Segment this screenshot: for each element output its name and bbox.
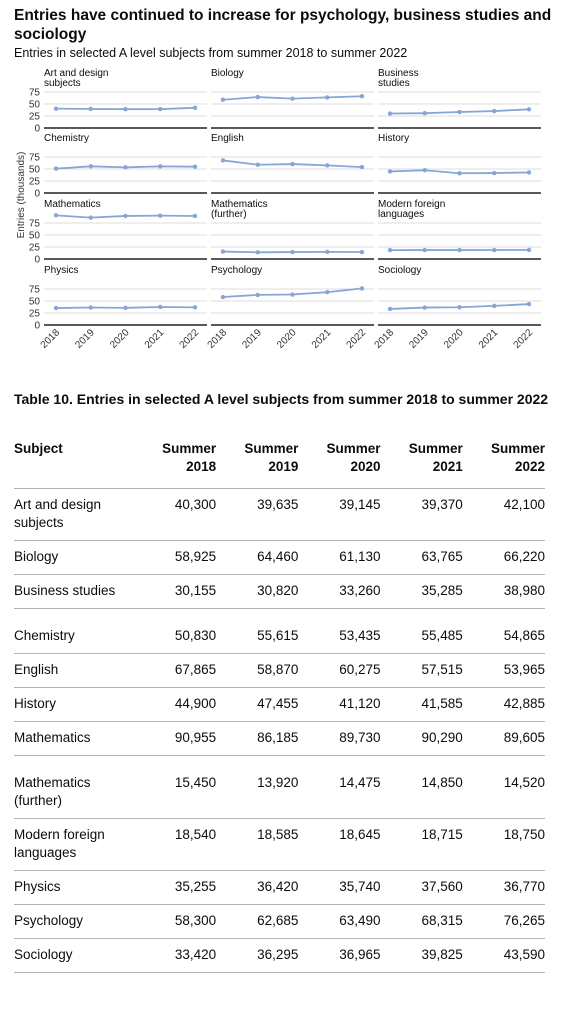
y-tick-label: 25	[28, 308, 40, 320]
data-point	[457, 171, 461, 175]
entries-cell: 14,520	[463, 756, 545, 819]
x-tick-label: 2020	[108, 327, 132, 351]
data-point	[158, 213, 162, 217]
data-point	[388, 111, 392, 115]
column-header-year: Summer 2020	[298, 428, 380, 489]
entries-cell: 58,300	[134, 905, 216, 939]
entries-cell: 90,955	[134, 722, 216, 756]
panel-label: Art and design	[44, 68, 109, 79]
entries-cell: 67,865	[134, 654, 216, 688]
entries-cell: 39,635	[216, 489, 298, 541]
entries-cell: 36,295	[216, 939, 298, 973]
entries-cell: 63,765	[381, 541, 463, 575]
entries-cell: 36,770	[463, 871, 545, 905]
table-row	[14, 654, 545, 688]
data-point	[221, 98, 225, 102]
table-row	[14, 575, 545, 609]
data-point	[123, 165, 127, 169]
panel-label: languages	[378, 209, 425, 220]
data-point	[527, 302, 531, 306]
data-point	[423, 248, 427, 252]
entries-cell: 53,435	[298, 609, 380, 654]
entries-cell: 44,900	[134, 688, 216, 722]
entries-cell: 14,475	[298, 756, 380, 819]
entries-cell: 15,450	[134, 756, 216, 819]
entries-cell: 38,980	[463, 575, 545, 609]
data-point	[325, 290, 329, 294]
data-point	[89, 164, 93, 168]
entries-cell: 30,820	[216, 575, 298, 609]
entries-cell: 50,830	[134, 609, 216, 654]
entries-cell: 42,885	[463, 688, 545, 722]
y-tick-label: 25	[28, 176, 40, 188]
entries-cell: 18,750	[463, 819, 545, 871]
entries-cell: 64,460	[216, 541, 298, 575]
entries-cell: 42,100	[463, 489, 545, 541]
data-point	[492, 304, 496, 308]
data-point	[388, 307, 392, 311]
y-tick-label: 75	[28, 284, 40, 296]
data-point	[193, 214, 197, 218]
data-point	[423, 111, 427, 115]
y-tick-label: 25	[28, 242, 40, 254]
table-row	[14, 688, 545, 722]
panel-label: History	[378, 133, 410, 144]
panel-label: Physics	[44, 265, 79, 276]
entries-cell: 53,965	[463, 654, 545, 688]
column-header-year: Summer 2019	[216, 428, 298, 489]
panel-label: Sociology	[378, 265, 422, 276]
x-tick-label: 2022	[344, 327, 369, 351]
x-tick-label: 2022	[511, 327, 536, 351]
data-point	[221, 295, 225, 299]
data-point	[123, 107, 127, 111]
entries-cell: 36,420	[216, 871, 298, 905]
panel-label: studies	[378, 78, 410, 89]
entries-cell: 39,145	[298, 489, 380, 541]
subject-cell: Psychology	[14, 905, 134, 939]
column-header-year: Summer 2018	[134, 428, 216, 489]
panel-label: subjects	[44, 78, 81, 89]
entries-cell: 68,315	[381, 905, 463, 939]
entries-cell: 18,585	[216, 819, 298, 871]
column-header-year: Summer 2021	[381, 428, 463, 489]
x-tick-label: 2019	[240, 327, 264, 351]
table-row	[14, 609, 545, 654]
entries-cell: 37,560	[381, 871, 463, 905]
data-point	[325, 250, 329, 254]
y-tick-label: 50	[28, 230, 40, 242]
data-point	[123, 306, 127, 310]
data-point	[423, 168, 427, 172]
y-axis-title: Entries (thousands)	[16, 151, 27, 239]
subject-cell: Art and design subjects	[14, 489, 134, 541]
subject-cell: Modern foreign languages	[14, 819, 134, 871]
x-tick-label: 2021	[142, 327, 167, 351]
entries-cell: 36,965	[298, 939, 380, 973]
data-point	[527, 248, 531, 252]
entries-cell: 13,920	[216, 756, 298, 819]
entries-cell: 76,265	[463, 905, 545, 939]
entries-cell: 41,120	[298, 688, 380, 722]
data-point	[360, 94, 364, 98]
entries-cell: 86,185	[216, 722, 298, 756]
data-point	[221, 158, 225, 162]
x-tick-label: 2018	[205, 327, 230, 351]
entries-cell: 58,870	[216, 654, 298, 688]
data-point	[158, 305, 162, 309]
x-tick-label: 2021	[476, 327, 501, 351]
table-row	[14, 939, 545, 973]
data-point	[158, 164, 162, 168]
entries-cell: 33,420	[134, 939, 216, 973]
entries-cell: 14,850	[381, 756, 463, 819]
entries-cell: 47,455	[216, 688, 298, 722]
entries-cell: 66,220	[463, 541, 545, 575]
entries-cell: 89,730	[298, 722, 380, 756]
chart-title: Entries have continued to increase for psychology, business studies and sociology	[14, 7, 552, 43]
subject-cell: Mathematics	[14, 722, 134, 756]
panel-label: Mathematics	[211, 199, 268, 210]
data-point	[290, 250, 294, 254]
data-point	[193, 106, 197, 110]
subject-cell: Chemistry	[14, 609, 134, 654]
data-point	[360, 165, 364, 169]
data-point	[256, 250, 260, 254]
entries-cell: 89,605	[463, 722, 545, 756]
table-row	[14, 489, 545, 541]
subject-cell: English	[14, 654, 134, 688]
data-point	[256, 163, 260, 167]
table-row	[14, 722, 545, 756]
y-tick-label: 75	[28, 218, 40, 230]
data-point	[492, 171, 496, 175]
entries-cell: 41,585	[381, 688, 463, 722]
data-point	[54, 166, 58, 170]
subject-cell: Mathematics (further)	[14, 756, 134, 819]
entries-cell: 62,685	[216, 905, 298, 939]
data-point	[290, 162, 294, 166]
panel-label: (further)	[211, 209, 247, 220]
entries-cell: 58,925	[134, 541, 216, 575]
data-point	[360, 286, 364, 290]
small-multiples-chart	[0, 60, 572, 365]
column-header-subject: Subject	[14, 428, 134, 489]
panel-label: Business	[378, 68, 419, 79]
subject-cell: Biology	[14, 541, 134, 575]
data-point	[54, 106, 58, 110]
entries-cell: 35,255	[134, 871, 216, 905]
y-tick-label: 0	[34, 188, 40, 200]
y-tick-label: 75	[28, 87, 40, 99]
y-tick-label: 0	[34, 254, 40, 266]
subject-cell: Sociology	[14, 939, 134, 973]
x-tick-label: 2018	[372, 327, 397, 351]
entries-cell: 57,515	[381, 654, 463, 688]
data-point	[527, 170, 531, 174]
table-title: Table 10. Entries in selected A level subjects from summer 2018 to summer 2022	[14, 391, 549, 407]
subject-cell: History	[14, 688, 134, 722]
panel-label: Psychology	[211, 265, 263, 276]
data-point	[423, 305, 427, 309]
y-tick-label: 25	[28, 111, 40, 123]
data-point	[457, 248, 461, 252]
entries-cell: 39,825	[381, 939, 463, 973]
entries-cell: 43,590	[463, 939, 545, 973]
y-tick-label: 50	[28, 164, 40, 176]
y-tick-label: 0	[34, 320, 40, 332]
entries-cell: 30,155	[134, 575, 216, 609]
data-point	[89, 305, 93, 309]
panel-label: Modern foreign	[378, 199, 446, 210]
data-point	[193, 164, 197, 168]
data-point	[54, 306, 58, 310]
entries-table	[14, 428, 545, 973]
entries-cell: 33,260	[298, 575, 380, 609]
data-point	[388, 248, 392, 252]
data-point	[325, 163, 329, 167]
data-point	[221, 249, 225, 253]
entries-cell: 18,645	[298, 819, 380, 871]
entries-cell: 90,290	[381, 722, 463, 756]
y-tick-label: 50	[28, 296, 40, 308]
y-tick-label: 50	[28, 99, 40, 111]
y-tick-label: 75	[28, 152, 40, 164]
entries-cell: 55,485	[381, 609, 463, 654]
table-row	[14, 541, 545, 575]
entries-cell: 35,740	[298, 871, 380, 905]
x-tick-label: 2022	[177, 327, 202, 351]
panel-label: Biology	[211, 68, 244, 79]
x-tick-label: 2018	[38, 327, 63, 351]
entries-cell: 40,300	[134, 489, 216, 541]
x-tick-label: 2019	[73, 327, 97, 351]
table-row	[14, 905, 545, 939]
subject-cell: Physics	[14, 871, 134, 905]
entries-cell: 55,615	[216, 609, 298, 654]
entries-cell: 35,285	[381, 575, 463, 609]
y-tick-label: 0	[34, 123, 40, 135]
table-row	[14, 756, 545, 819]
entries-cell: 54,865	[463, 609, 545, 654]
data-point	[123, 214, 127, 218]
data-point	[457, 110, 461, 114]
x-tick-label: 2020	[442, 327, 466, 351]
entries-cell: 39,370	[381, 489, 463, 541]
data-point	[54, 213, 58, 217]
data-point	[492, 248, 496, 252]
table-row	[14, 871, 545, 905]
table-header-row	[14, 428, 545, 489]
data-point	[158, 107, 162, 111]
x-tick-label: 2021	[309, 327, 334, 351]
data-point	[457, 305, 461, 309]
subject-cell: Business studies	[14, 575, 134, 609]
data-point	[256, 95, 260, 99]
entries-cell: 18,540	[134, 819, 216, 871]
data-point	[360, 250, 364, 254]
data-point	[290, 96, 294, 100]
data-point	[527, 107, 531, 111]
entries-cell: 63,490	[298, 905, 380, 939]
table-row	[14, 819, 545, 871]
entries-cell: 18,715	[381, 819, 463, 871]
data-point	[89, 215, 93, 219]
data-point	[89, 107, 93, 111]
x-tick-label: 2020	[275, 327, 299, 351]
chart-subtitle: Entries in selected A level subjects from summer 2018 to summer 2022	[14, 46, 408, 60]
entries-cell: 61,130	[298, 541, 380, 575]
data-point	[256, 293, 260, 297]
panel-label: Chemistry	[44, 133, 90, 144]
entries-cell: 60,275	[298, 654, 380, 688]
x-tick-label: 2019	[407, 327, 431, 351]
table-body	[14, 489, 545, 973]
panel-label: Mathematics	[44, 199, 101, 210]
panel-label: English	[211, 133, 244, 144]
data-point	[492, 109, 496, 113]
data-point	[325, 95, 329, 99]
data-point	[388, 169, 392, 173]
data-point	[290, 292, 294, 296]
column-header-year: Summer 2022	[463, 428, 545, 489]
data-point	[193, 305, 197, 309]
